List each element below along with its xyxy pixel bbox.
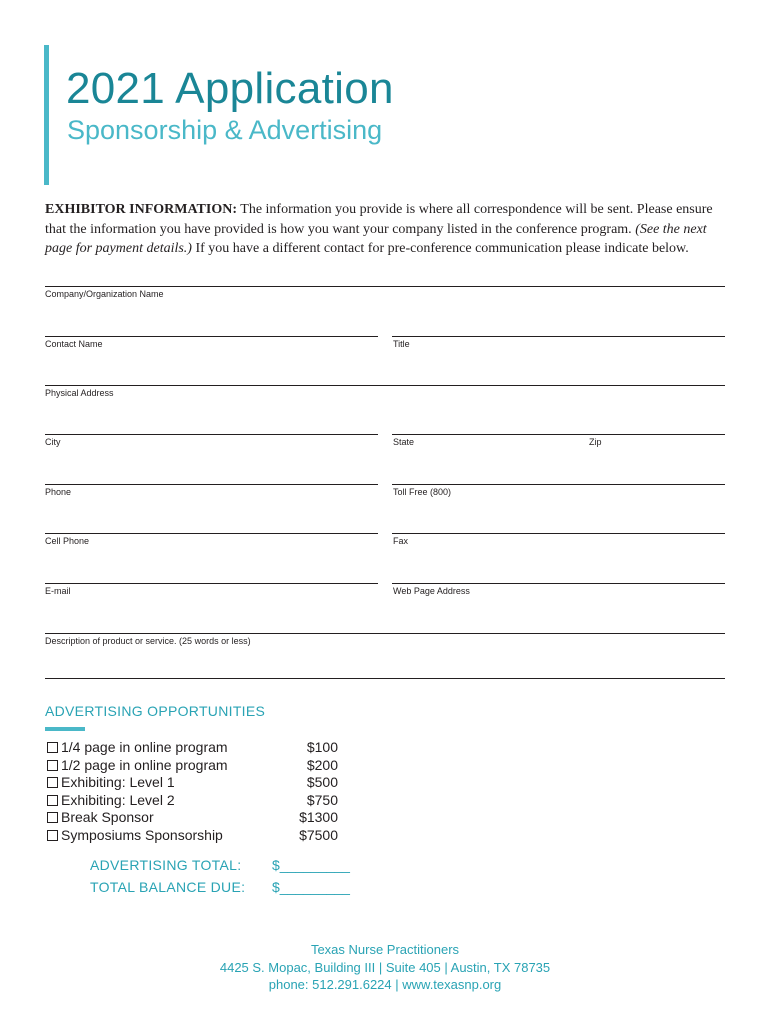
option-quarter-page bbox=[45, 739, 341, 757]
phone-field[interactable] bbox=[45, 484, 378, 485]
option-exhibiting-level-2 bbox=[45, 792, 341, 810]
balance-due-label: TOTAL BALANCE DUE: bbox=[90, 879, 246, 895]
advertising-total-field[interactable]: $_________ bbox=[272, 857, 350, 873]
checkbox[interactable] bbox=[47, 795, 58, 806]
option-price: $500 bbox=[306, 774, 338, 790]
exhibitor-intro bbox=[45, 200, 725, 259]
address-label: Physical Address bbox=[45, 388, 114, 398]
toll-free-label: Toll Free (800) bbox=[393, 487, 452, 497]
title-field[interactable] bbox=[392, 336, 725, 337]
advertising-heading: ADVERTISING OPPORTUNITIES bbox=[45, 703, 266, 719]
description-field[interactable] bbox=[45, 633, 725, 634]
option-price: $750 bbox=[306, 791, 338, 808]
page-title: 2021 Application bbox=[66, 64, 394, 113]
zip-field[interactable] bbox=[586, 434, 725, 435]
option-label: Exhibiting: Level 2 bbox=[61, 791, 175, 808]
checkbox[interactable] bbox=[47, 777, 58, 788]
description-label: Description of product or service. (25 words or less) bbox=[45, 636, 251, 646]
option-label: Break Sponsor bbox=[61, 809, 154, 825]
option-price: $100 bbox=[306, 739, 338, 755]
checkbox[interactable] bbox=[47, 830, 58, 841]
web-page-label: Web Page Address bbox=[393, 586, 470, 596]
advertising-options bbox=[45, 739, 341, 844]
zip-label: Zip bbox=[589, 437, 602, 447]
contact-name-label: Contact Name bbox=[45, 339, 103, 349]
fax-field[interactable] bbox=[392, 533, 725, 534]
email-label: E-mail bbox=[45, 586, 71, 596]
checkbox[interactable] bbox=[47, 812, 58, 823]
company-label: Company/Organization Name bbox=[45, 289, 164, 299]
header-accent-bar bbox=[44, 45, 49, 185]
description-field-line-2[interactable] bbox=[45, 678, 725, 679]
fax-label: Fax bbox=[393, 536, 409, 546]
option-label: Symposiums Sponsorship bbox=[61, 826, 223, 843]
option-label: Exhibiting: Level 1 bbox=[61, 774, 175, 790]
intro-text-2: If you have a different contact for pre-conference communication please indicate below. bbox=[191, 241, 689, 256]
cell-phone-label: Cell Phone bbox=[45, 536, 90, 546]
option-price: $200 bbox=[306, 756, 338, 773]
state-label: State bbox=[393, 437, 415, 447]
web-page-field[interactable] bbox=[392, 583, 725, 584]
toll-free-field[interactable] bbox=[392, 484, 725, 485]
option-price: $1300 bbox=[299, 809, 338, 825]
intro-italic-note: (See the next page for payment details.) bbox=[45, 221, 707, 256]
footer-org: Texas Nurse Practitioners bbox=[310, 942, 460, 957]
page-subtitle: Sponsorship & Advertising bbox=[67, 115, 383, 145]
option-symposiums-sponsorship bbox=[45, 827, 341, 845]
option-break-sponsor bbox=[45, 809, 341, 827]
footer-contact: phone: 512.291.6224 | www.texasnp.org bbox=[268, 977, 502, 992]
option-label: 1/4 page in online program bbox=[61, 739, 228, 755]
city-field[interactable] bbox=[45, 434, 378, 435]
checkbox[interactable] bbox=[47, 760, 58, 771]
advertising-total-label: ADVERTISING TOTAL: bbox=[90, 857, 242, 873]
option-label: 1/2 page in online program bbox=[61, 756, 228, 773]
advertising-heading-underline bbox=[45, 727, 85, 731]
footer-address: 4425 S. Mopac, Building III | Suite 405 | Austin, TX 78735 bbox=[219, 960, 551, 975]
email-field[interactable] bbox=[45, 583, 378, 584]
balance-due-field[interactable]: $_________ bbox=[272, 879, 350, 895]
checkbox[interactable] bbox=[47, 742, 58, 753]
company-field[interactable] bbox=[45, 286, 725, 287]
intro-bold-lead: EXHIBITOR INFORMATION: bbox=[45, 202, 238, 217]
title-label: Title bbox=[393, 339, 410, 349]
cell-phone-field[interactable] bbox=[45, 533, 378, 534]
option-price: $7500 bbox=[299, 826, 338, 843]
intro-text-1: The information you provide is where all correspondence will be sent. Please ensure that the information you have provided is how you want your company listed in the conference program. bbox=[45, 202, 713, 237]
state-field[interactable] bbox=[392, 434, 586, 435]
option-exhibiting-level-1 bbox=[45, 774, 341, 792]
phone-label: Phone bbox=[45, 487, 72, 497]
address-field[interactable] bbox=[45, 385, 725, 386]
city-label: City bbox=[45, 437, 61, 447]
contact-name-field[interactable] bbox=[45, 336, 378, 337]
option-half-page bbox=[45, 757, 341, 775]
